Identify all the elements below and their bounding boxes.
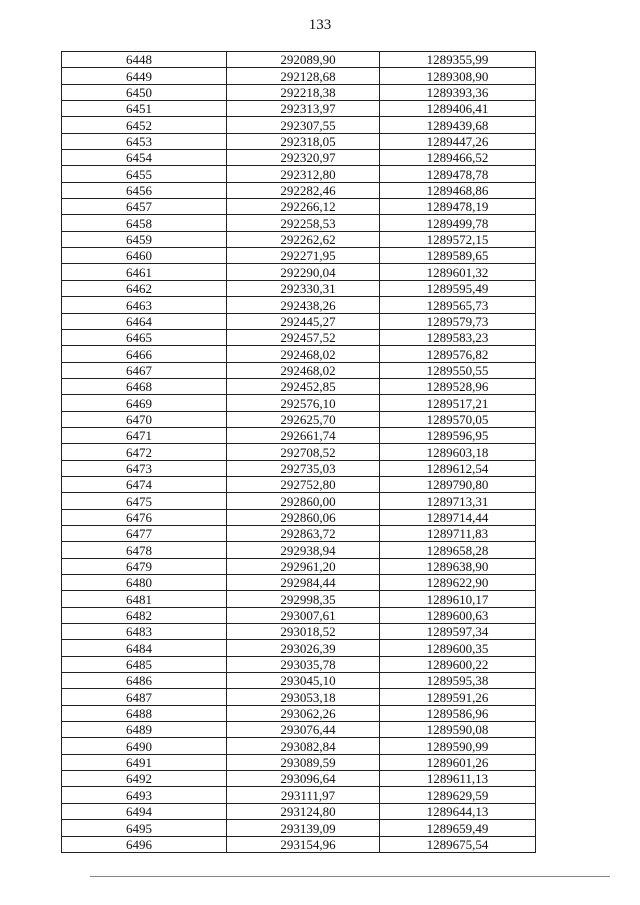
y-coordinate-cell: 1289570,05 [380, 411, 536, 427]
y-coordinate-cell: 1289638,90 [380, 558, 536, 574]
point-number-cell: 6480 [62, 575, 227, 591]
table-row [62, 591, 536, 607]
point-number-cell: 6492 [62, 771, 227, 787]
point-number-cell: 6482 [62, 607, 227, 623]
table-row [62, 264, 536, 280]
y-coordinate-cell: 1289596,95 [380, 427, 536, 443]
y-coordinate-cell: 1289603,18 [380, 444, 536, 460]
x-coordinate-cell: 292266,12 [227, 199, 380, 215]
point-number-cell: 6496 [62, 836, 227, 852]
table-row [62, 607, 536, 623]
table-row [62, 542, 536, 558]
table-row [62, 509, 536, 525]
point-number-cell: 6486 [62, 673, 227, 689]
table-row [62, 313, 536, 329]
y-coordinate-cell: 1289629,59 [380, 787, 536, 803]
y-coordinate-cell: 1289447,26 [380, 133, 536, 149]
table-row [62, 166, 536, 182]
x-coordinate-cell: 292218,38 [227, 84, 380, 100]
y-coordinate-cell: 1289589,65 [380, 248, 536, 264]
y-coordinate-cell: 1289550,55 [380, 362, 536, 378]
table-row [62, 460, 536, 476]
point-number-cell: 6483 [62, 624, 227, 640]
y-coordinate-cell: 1289713,31 [380, 493, 536, 509]
x-coordinate-cell: 293035,78 [227, 656, 380, 672]
table-row [62, 787, 536, 803]
table-row [62, 199, 536, 215]
table-row [62, 427, 536, 443]
point-number-cell: 6458 [62, 215, 227, 231]
x-coordinate-cell: 292625,70 [227, 411, 380, 427]
point-number-cell: 6467 [62, 362, 227, 378]
y-coordinate-cell: 1289439,68 [380, 117, 536, 133]
point-number-cell: 6487 [62, 689, 227, 705]
y-coordinate-cell: 1289393,36 [380, 84, 536, 100]
table-row [62, 68, 536, 84]
x-coordinate-cell: 292258,53 [227, 215, 380, 231]
table-row [62, 656, 536, 672]
table-row [62, 771, 536, 787]
point-number-cell: 6450 [62, 84, 227, 100]
point-number-cell: 6468 [62, 378, 227, 394]
y-coordinate-cell: 1289572,15 [380, 231, 536, 247]
point-number-cell: 6477 [62, 525, 227, 541]
table-row [62, 117, 536, 133]
x-coordinate-cell: 292262,62 [227, 231, 380, 247]
point-number-cell: 6473 [62, 460, 227, 476]
y-coordinate-cell: 1289583,23 [380, 329, 536, 345]
x-coordinate-cell: 292307,55 [227, 117, 380, 133]
x-coordinate-cell: 293111,97 [227, 787, 380, 803]
x-coordinate-cell: 292445,27 [227, 313, 380, 329]
y-coordinate-cell: 1289466,52 [380, 150, 536, 166]
x-coordinate-cell: 293124,80 [227, 803, 380, 819]
x-coordinate-cell: 292860,06 [227, 509, 380, 525]
y-coordinate-cell: 1289499,78 [380, 215, 536, 231]
point-number-cell: 6475 [62, 493, 227, 509]
y-coordinate-cell: 1289478,19 [380, 199, 536, 215]
x-coordinate-cell: 292998,35 [227, 591, 380, 607]
point-number-cell: 6472 [62, 444, 227, 460]
x-coordinate-cell: 293139,09 [227, 820, 380, 836]
point-number-cell: 6456 [62, 182, 227, 198]
x-coordinate-cell: 293082,84 [227, 738, 380, 754]
x-coordinate-cell: 292313,97 [227, 101, 380, 117]
bottom-rule [90, 876, 610, 877]
y-coordinate-cell: 1289600,63 [380, 607, 536, 623]
y-coordinate-cell: 1289714,44 [380, 509, 536, 525]
table-row [62, 150, 536, 166]
point-number-cell: 6449 [62, 68, 227, 84]
point-number-cell: 6462 [62, 280, 227, 296]
y-coordinate-cell: 1289468,86 [380, 182, 536, 198]
point-number-cell: 6455 [62, 166, 227, 182]
table-row [62, 558, 536, 574]
table-row [62, 754, 536, 770]
y-coordinate-cell: 1289591,26 [380, 689, 536, 705]
y-coordinate-cell: 1289600,22 [380, 656, 536, 672]
y-coordinate-cell: 1289406,41 [380, 101, 536, 117]
table-row [62, 705, 536, 721]
y-coordinate-cell: 1289790,80 [380, 476, 536, 492]
y-coordinate-cell: 1289658,28 [380, 542, 536, 558]
y-coordinate-cell: 1289308,90 [380, 68, 536, 84]
point-number-cell: 6464 [62, 313, 227, 329]
x-coordinate-cell: 292860,00 [227, 493, 380, 509]
y-coordinate-cell: 1289711,83 [380, 525, 536, 541]
table-row [62, 395, 536, 411]
y-coordinate-cell: 1289622,90 [380, 575, 536, 591]
point-number-cell: 6453 [62, 133, 227, 149]
x-coordinate-cell: 292457,52 [227, 329, 380, 345]
point-number-cell: 6478 [62, 542, 227, 558]
x-coordinate-cell: 293007,61 [227, 607, 380, 623]
x-coordinate-cell: 292330,31 [227, 280, 380, 296]
x-coordinate-cell: 292290,04 [227, 264, 380, 280]
y-coordinate-cell: 1289517,21 [380, 395, 536, 411]
table-row [62, 673, 536, 689]
y-coordinate-cell: 1289590,99 [380, 738, 536, 754]
y-coordinate-cell: 1289565,73 [380, 297, 536, 313]
y-coordinate-cell: 1289612,54 [380, 460, 536, 476]
y-coordinate-cell: 1289597,34 [380, 624, 536, 640]
x-coordinate-cell: 292938,94 [227, 542, 380, 558]
point-number-cell: 6470 [62, 411, 227, 427]
table-row [62, 722, 536, 738]
x-coordinate-cell: 292752,80 [227, 476, 380, 492]
page-number: 133 [308, 17, 332, 33]
point-number-cell: 6490 [62, 738, 227, 754]
y-coordinate-cell: 1289595,38 [380, 673, 536, 689]
y-coordinate-cell: 1289355,99 [380, 52, 536, 68]
point-number-cell: 6484 [62, 640, 227, 656]
x-coordinate-cell: 292984,44 [227, 575, 380, 591]
x-coordinate-cell: 292468,02 [227, 362, 380, 378]
x-coordinate-cell: 292576,10 [227, 395, 380, 411]
point-number-cell: 6448 [62, 52, 227, 68]
table-row [62, 52, 536, 68]
x-coordinate-cell: 293053,18 [227, 689, 380, 705]
table-row [62, 575, 536, 591]
coordinate-table-body [62, 52, 536, 853]
point-number-cell: 6494 [62, 803, 227, 819]
x-coordinate-cell: 292089,90 [227, 52, 380, 68]
point-number-cell: 6469 [62, 395, 227, 411]
y-coordinate-cell: 1289659,49 [380, 820, 536, 836]
y-coordinate-cell: 1289478,78 [380, 166, 536, 182]
x-coordinate-cell: 293045,10 [227, 673, 380, 689]
table-row [62, 640, 536, 656]
table-row [62, 362, 536, 378]
x-coordinate-cell: 293154,96 [227, 836, 380, 852]
x-coordinate-cell: 293026,39 [227, 640, 380, 656]
point-number-cell: 6457 [62, 199, 227, 215]
point-number-cell: 6454 [62, 150, 227, 166]
table-row [62, 411, 536, 427]
table-row [62, 280, 536, 296]
table-row [62, 836, 536, 852]
y-coordinate-cell: 1289601,32 [380, 264, 536, 280]
x-coordinate-cell: 293076,44 [227, 722, 380, 738]
table-row [62, 803, 536, 819]
point-number-cell: 6476 [62, 509, 227, 525]
point-number-cell: 6451 [62, 101, 227, 117]
coordinate-table [61, 51, 536, 853]
table-row [62, 493, 536, 509]
point-number-cell: 6485 [62, 656, 227, 672]
x-coordinate-cell: 293089,59 [227, 754, 380, 770]
point-number-cell: 6463 [62, 297, 227, 313]
y-coordinate-cell: 1289675,54 [380, 836, 536, 852]
y-coordinate-cell: 1289576,82 [380, 346, 536, 362]
point-number-cell: 6461 [62, 264, 227, 280]
y-coordinate-cell: 1289601,26 [380, 754, 536, 770]
x-coordinate-cell: 292312,80 [227, 166, 380, 182]
x-coordinate-cell: 292452,85 [227, 378, 380, 394]
point-number-cell: 6488 [62, 705, 227, 721]
table-row [62, 476, 536, 492]
point-number-cell: 6495 [62, 820, 227, 836]
point-number-cell: 6489 [62, 722, 227, 738]
y-coordinate-cell: 1289610,17 [380, 591, 536, 607]
x-coordinate-cell: 292320,97 [227, 150, 380, 166]
point-number-cell: 6452 [62, 117, 227, 133]
x-coordinate-cell: 292661,74 [227, 427, 380, 443]
table-row [62, 133, 536, 149]
point-number-cell: 6459 [62, 231, 227, 247]
table-row [62, 624, 536, 640]
point-number-cell: 6471 [62, 427, 227, 443]
x-coordinate-cell: 293018,52 [227, 624, 380, 640]
table-row [62, 329, 536, 345]
x-coordinate-cell: 292318,05 [227, 133, 380, 149]
table-row [62, 248, 536, 264]
x-coordinate-cell: 292128,68 [227, 68, 380, 84]
point-number-cell: 6466 [62, 346, 227, 362]
table-row [62, 689, 536, 705]
point-number-cell: 6479 [62, 558, 227, 574]
point-number-cell: 6493 [62, 787, 227, 803]
table-row [62, 182, 536, 198]
x-coordinate-cell: 293096,64 [227, 771, 380, 787]
x-coordinate-cell: 292438,26 [227, 297, 380, 313]
x-coordinate-cell: 293062,26 [227, 705, 380, 721]
point-number-cell: 6481 [62, 591, 227, 607]
y-coordinate-cell: 1289590,08 [380, 722, 536, 738]
table-row [62, 101, 536, 117]
x-coordinate-cell: 292735,03 [227, 460, 380, 476]
table-row [62, 231, 536, 247]
table-row [62, 444, 536, 460]
table-row [62, 378, 536, 394]
y-coordinate-cell: 1289644,13 [380, 803, 536, 819]
table-row [62, 738, 536, 754]
y-coordinate-cell: 1289528,96 [380, 378, 536, 394]
table-row [62, 84, 536, 100]
y-coordinate-cell: 1289600,35 [380, 640, 536, 656]
table-row [62, 215, 536, 231]
point-number-cell: 6465 [62, 329, 227, 345]
x-coordinate-cell: 292271,95 [227, 248, 380, 264]
y-coordinate-cell: 1289595,49 [380, 280, 536, 296]
x-coordinate-cell: 292468,02 [227, 346, 380, 362]
y-coordinate-cell: 1289586,96 [380, 705, 536, 721]
table-row [62, 297, 536, 313]
y-coordinate-cell: 1289611,13 [380, 771, 536, 787]
point-number-cell: 6460 [62, 248, 227, 264]
point-number-cell: 6491 [62, 754, 227, 770]
point-number-cell: 6474 [62, 476, 227, 492]
x-coordinate-cell: 292708,52 [227, 444, 380, 460]
y-coordinate-cell: 1289579,73 [380, 313, 536, 329]
table-row [62, 820, 536, 836]
table-row [62, 346, 536, 362]
x-coordinate-cell: 292863,72 [227, 525, 380, 541]
x-coordinate-cell: 292961,20 [227, 558, 380, 574]
table-row [62, 525, 536, 541]
x-coordinate-cell: 292282,46 [227, 182, 380, 198]
